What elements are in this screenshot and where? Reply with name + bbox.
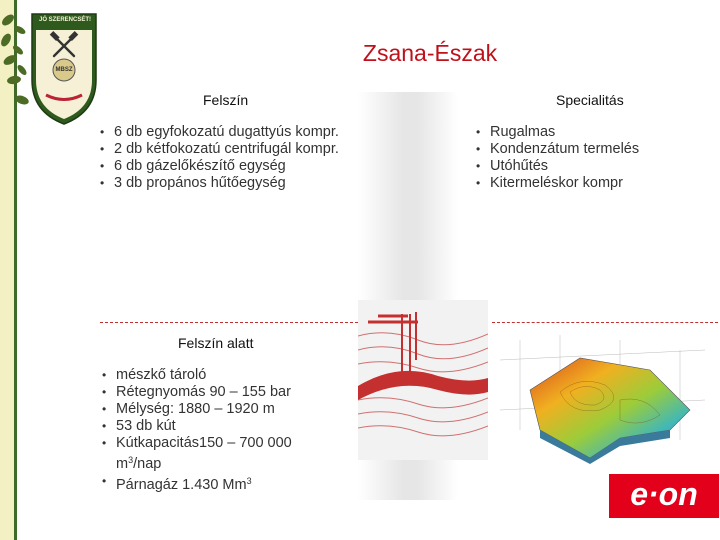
eon-logo-text: e·on [630, 476, 698, 512]
separator-line-left [100, 322, 368, 323]
subsurface-heading: Felszín alatt [178, 335, 254, 351]
list-item: • Kitermeléskor kompr [476, 175, 623, 191]
list-item: • Kondenzátum termelés [476, 141, 640, 157]
eon-logo [609, 474, 719, 518]
special-heading: Specialitás [556, 92, 624, 108]
special-list [474, 124, 714, 192]
reservoir-3d-map-image [500, 330, 705, 465]
list-item: • 2 db kétfokozatú centrifugál kompr. [100, 141, 339, 157]
list-item: • 6 db gázelőkészítő egység [100, 158, 286, 174]
list-item: • Rétegnyomás 90 – 155 bar [102, 384, 291, 400]
list-item: • Párnagáz 1.430 Mm$^3$ [102, 474, 252, 493]
subsurface-list [100, 367, 352, 494]
surface-list [98, 124, 348, 192]
crest-badge-text: MBSZ [55, 67, 73, 73]
list-item: • Utóhűtés [476, 158, 549, 174]
list-item: • Mélység: 1880 – 1920 m [102, 401, 275, 417]
separator-line-right [492, 322, 718, 323]
list-item: • mészkő tároló [102, 367, 207, 383]
list-item: • Rugalmas [476, 124, 556, 140]
crest-motto: JÓ SZERENCSÉT! [38, 17, 91, 23]
list-item: • 53 db kút [102, 418, 176, 434]
surface-heading: Felszín [203, 92, 249, 108]
list-item: • 6 db egyfokozatú dugattyús kompr. [100, 124, 339, 140]
gas-storage-cross-section-image [358, 300, 488, 460]
list-item: • 3 db propános hűtőegység [100, 175, 286, 191]
list-item: • Kútkapacitás150 – 700 000 $m^3$/nap [102, 435, 292, 472]
slide-title: Zsana-Észak [362, 40, 498, 66]
